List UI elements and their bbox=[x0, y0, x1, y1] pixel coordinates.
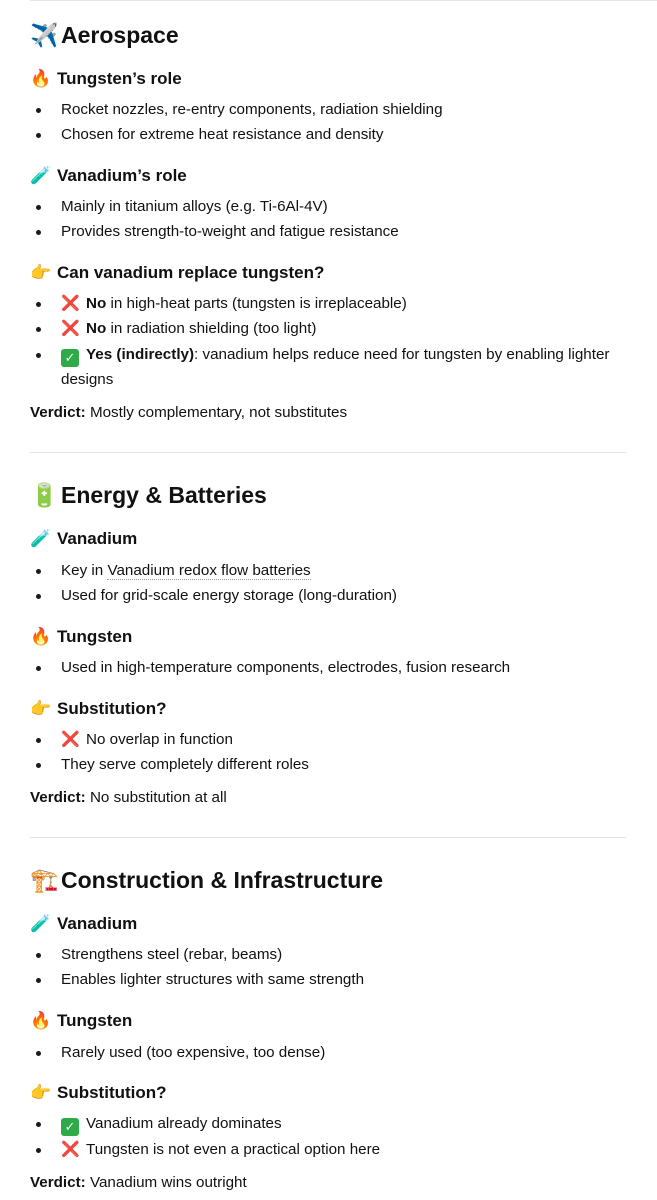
battery-icon: 🔋 bbox=[30, 482, 59, 508]
list-item: Used in high-temperature components, electrodes, fusion research bbox=[61, 655, 641, 680]
verdict: Verdict: Mostly complementary, not substitutes bbox=[30, 404, 348, 421]
test-tube-icon: 🧪 bbox=[30, 529, 52, 548]
heading-tungsten: 🔥 Tungsten bbox=[30, 625, 132, 649]
heading-substitution: 👉 Substitution? bbox=[30, 697, 167, 721]
section-divider bbox=[30, 452, 626, 453]
heading-vanadium: 🧪 Vanadium bbox=[30, 527, 137, 551]
test-tube-icon: 🧪 bbox=[30, 166, 52, 185]
verdict: Verdict: Vanadium wins outright bbox=[30, 1174, 247, 1191]
pointing-hand-icon: 👉 bbox=[30, 1083, 52, 1102]
heading-substitution: 👉 Substitution? bbox=[30, 1081, 167, 1105]
list-item: They serve completely different roles bbox=[61, 752, 641, 777]
section-title-aerospace: ✈️ Aerospace bbox=[30, 22, 179, 48]
list-item: ✓ Yes (indirectly): vanadium helps reduce need for tungsten by enabling lighter bbox=[61, 342, 641, 367]
list-item: ❌ Tungsten is not even a practical option here bbox=[61, 1137, 641, 1162]
list-item: Key in Vanadium redox flow batteries bbox=[61, 558, 641, 583]
cross-mark-icon: ❌ bbox=[61, 295, 80, 312]
list-item: ❌ No in radiation shielding (too light) bbox=[61, 316, 641, 341]
list-item: Used for grid-scale energy storage (long-duration) bbox=[61, 583, 641, 608]
cross-mark-icon: ❌ bbox=[61, 320, 80, 337]
list-item: ✓ Vanadium already dominates bbox=[61, 1111, 641, 1136]
fire-icon: 🔥 bbox=[30, 627, 52, 646]
list-item: Mainly in titanium alloys (e.g. Ti-6Al-4V) bbox=[61, 194, 641, 219]
construction-crane-icon: 🏗️ bbox=[30, 867, 59, 893]
list-item: Strengthens steel (rebar, beams) bbox=[61, 942, 641, 967]
verdict: Verdict: No substitution at all bbox=[30, 789, 227, 806]
list-item-continuation: designs bbox=[61, 371, 114, 388]
list-item: Chosen for extreme heat resistance and density bbox=[61, 122, 641, 147]
test-tube-icon: 🧪 bbox=[30, 914, 52, 933]
pointing-hand-icon: 👉 bbox=[30, 699, 52, 718]
fire-icon: 🔥 bbox=[30, 1011, 52, 1030]
fire-icon: 🔥 bbox=[30, 69, 52, 88]
cross-mark-icon: ❌ bbox=[61, 1141, 80, 1158]
pointing-hand-icon: 👉 bbox=[30, 263, 52, 282]
airplane-icon: ✈️ bbox=[30, 22, 59, 48]
section-title-energy: 🔋 Energy & Batteries bbox=[30, 482, 267, 508]
top-divider bbox=[30, 0, 657, 1]
heading-vanadium-role: 🧪 Vanadium’s role bbox=[30, 164, 187, 188]
heading-tungsten: 🔥 Tungsten bbox=[30, 1009, 132, 1033]
list-item: Enables lighter structures with same strength bbox=[61, 967, 641, 992]
cross-mark-icon: ❌ bbox=[61, 731, 80, 748]
check-mark-icon: ✓ bbox=[61, 1118, 79, 1136]
check-mark-icon: ✓ bbox=[61, 349, 79, 367]
list-item: Rarely used (too expensive, too dense) bbox=[61, 1040, 641, 1065]
vanadium-redox-link[interactable]: Vanadium redox flow batteries bbox=[107, 562, 311, 579]
heading-tungsten-role: 🔥 Tungsten’s role bbox=[30, 67, 182, 91]
list-item: Provides strength-to-weight and fatigue resistance bbox=[61, 219, 641, 244]
list-item: ❌ No overlap in function bbox=[61, 727, 641, 752]
list-item: ❌ No in high-heat parts (tungsten is irreplaceable) bbox=[61, 291, 641, 316]
section-title-construction: 🏗️ Construction & Infrastructure bbox=[30, 867, 384, 893]
heading-can-replace: 👉 Can vanadium replace tungsten? bbox=[30, 261, 324, 285]
heading-vanadium: 🧪 Vanadium bbox=[30, 912, 137, 936]
list-item: Rocket nozzles, re-entry components, radiation shielding bbox=[61, 97, 641, 122]
section-divider bbox=[30, 837, 626, 838]
